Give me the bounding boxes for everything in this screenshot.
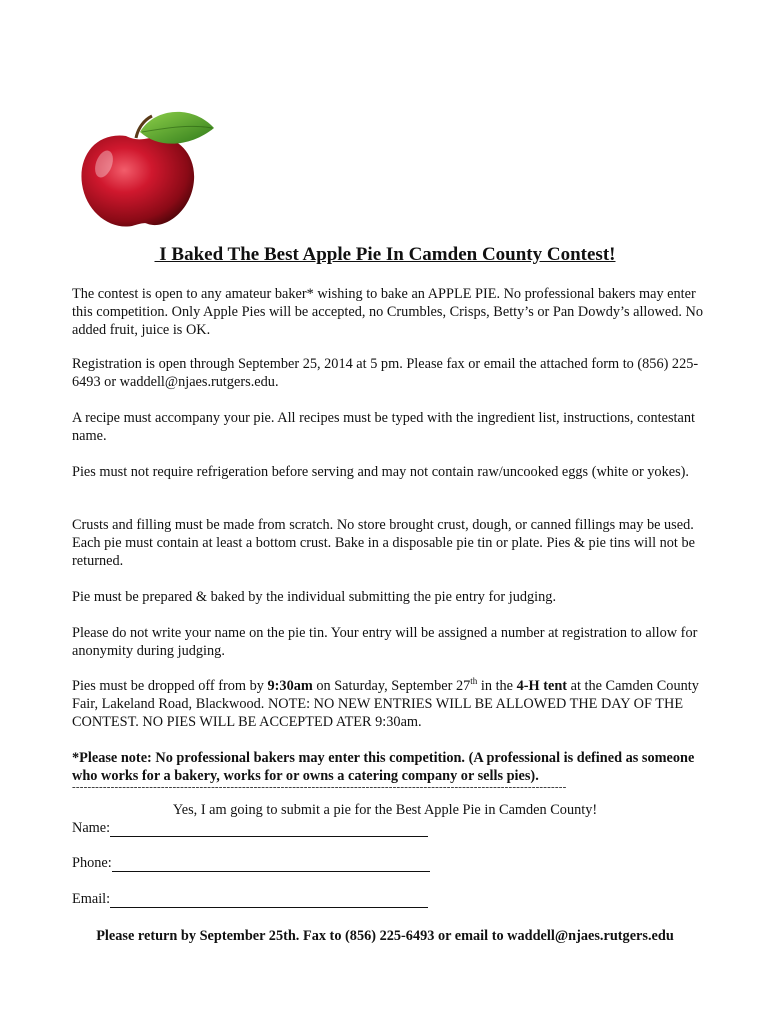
paragraph-registration: Registration is open through September 25, 2014 at 5 pm. Please fax or email the attached form to (856) 225-6493 or waddell@njaes.rutgers.edu. [72, 356, 699, 390]
email-blank[interactable] [110, 893, 428, 908]
paragraph-anonymity: Please do not write your name on the pie tin. Your entry will be assigned a number at registration to allow for anonymity during judging. [72, 625, 698, 659]
paragraph-preparation: Pie must be prepared & baked by the individual submitting the pie entry for judging. [72, 589, 557, 605]
name-blank[interactable] [110, 822, 428, 837]
paragraph-dropoff: Pies must be dropped off from by 9:30am on Saturday, September 27th in the 4-H tent at the Camden County Fair, Lakeland Road, Blackwood. NOTE: NO NEW ENTRIES WILL BE ALLOWED THE DAY OF THE CONTEST. NO PIES WILL BE ACCEPTED ATER 9:30am. [72, 676, 699, 730]
email-field[interactable] [72, 891, 428, 908]
form-intro: Yes, I am going to submit a pie for the Best Apple Pie in Camden County! [172, 802, 598, 818]
return-instructions: Please return by September 25th. Fax to (856) 225-6493 or email to waddell@njaes.rutgers.edu [96, 928, 674, 944]
professional-note: *Please note: No professional bakers may enter this competition. (A professional is defined as someone who works for a bakery, works for or owns a catering company or sells pies). [72, 750, 695, 784]
page-title: I Baked The Best Apple Pie In Camden County Contest! [154, 244, 616, 265]
cut-line-divider: -------------------------------------------------------------------------------------------------------------------------------- [72, 781, 567, 793]
email-label: Email: [72, 891, 111, 907]
phone-blank[interactable] [112, 857, 430, 872]
dropoff-tent: 4-H tent [516, 678, 568, 694]
paragraph-refrigeration: Pies must not require refrigeration before serving and may not contain raw/uncooked eggs (white or yokes). [72, 464, 689, 480]
name-label: Name: [72, 820, 111, 836]
dropoff-time: 9:30am [267, 678, 313, 694]
apple-body [81, 136, 194, 227]
name-field[interactable] [72, 820, 428, 837]
paragraph-eligibility: The contest is open to any amateur baker* wishing to bake an APPLE PIE. No professional bakers may enter this competition. Only Apple Pies will be accepted, no Crumbles, Crisps, Betty’s or Pan Dowdy’s allowed. No added fruit, juice is OK. [72, 286, 703, 338]
paragraph-recipe: A recipe must accompany your pie. All recipes must be typed with the ingredient list, instructions, contestant name. [72, 410, 695, 444]
phone-field[interactable] [72, 855, 430, 872]
apple-image [74, 106, 216, 232]
phone-label: Phone: [72, 855, 112, 871]
paragraph-crust-rules: Crusts and filling must be made from scratch. No store brought crust, dough, or canned fillings may be used. Each pie must contain at least a bottom crust. Bake in a disposable pie tin or plate. Pies & pie tins will not be returned. [72, 517, 695, 569]
